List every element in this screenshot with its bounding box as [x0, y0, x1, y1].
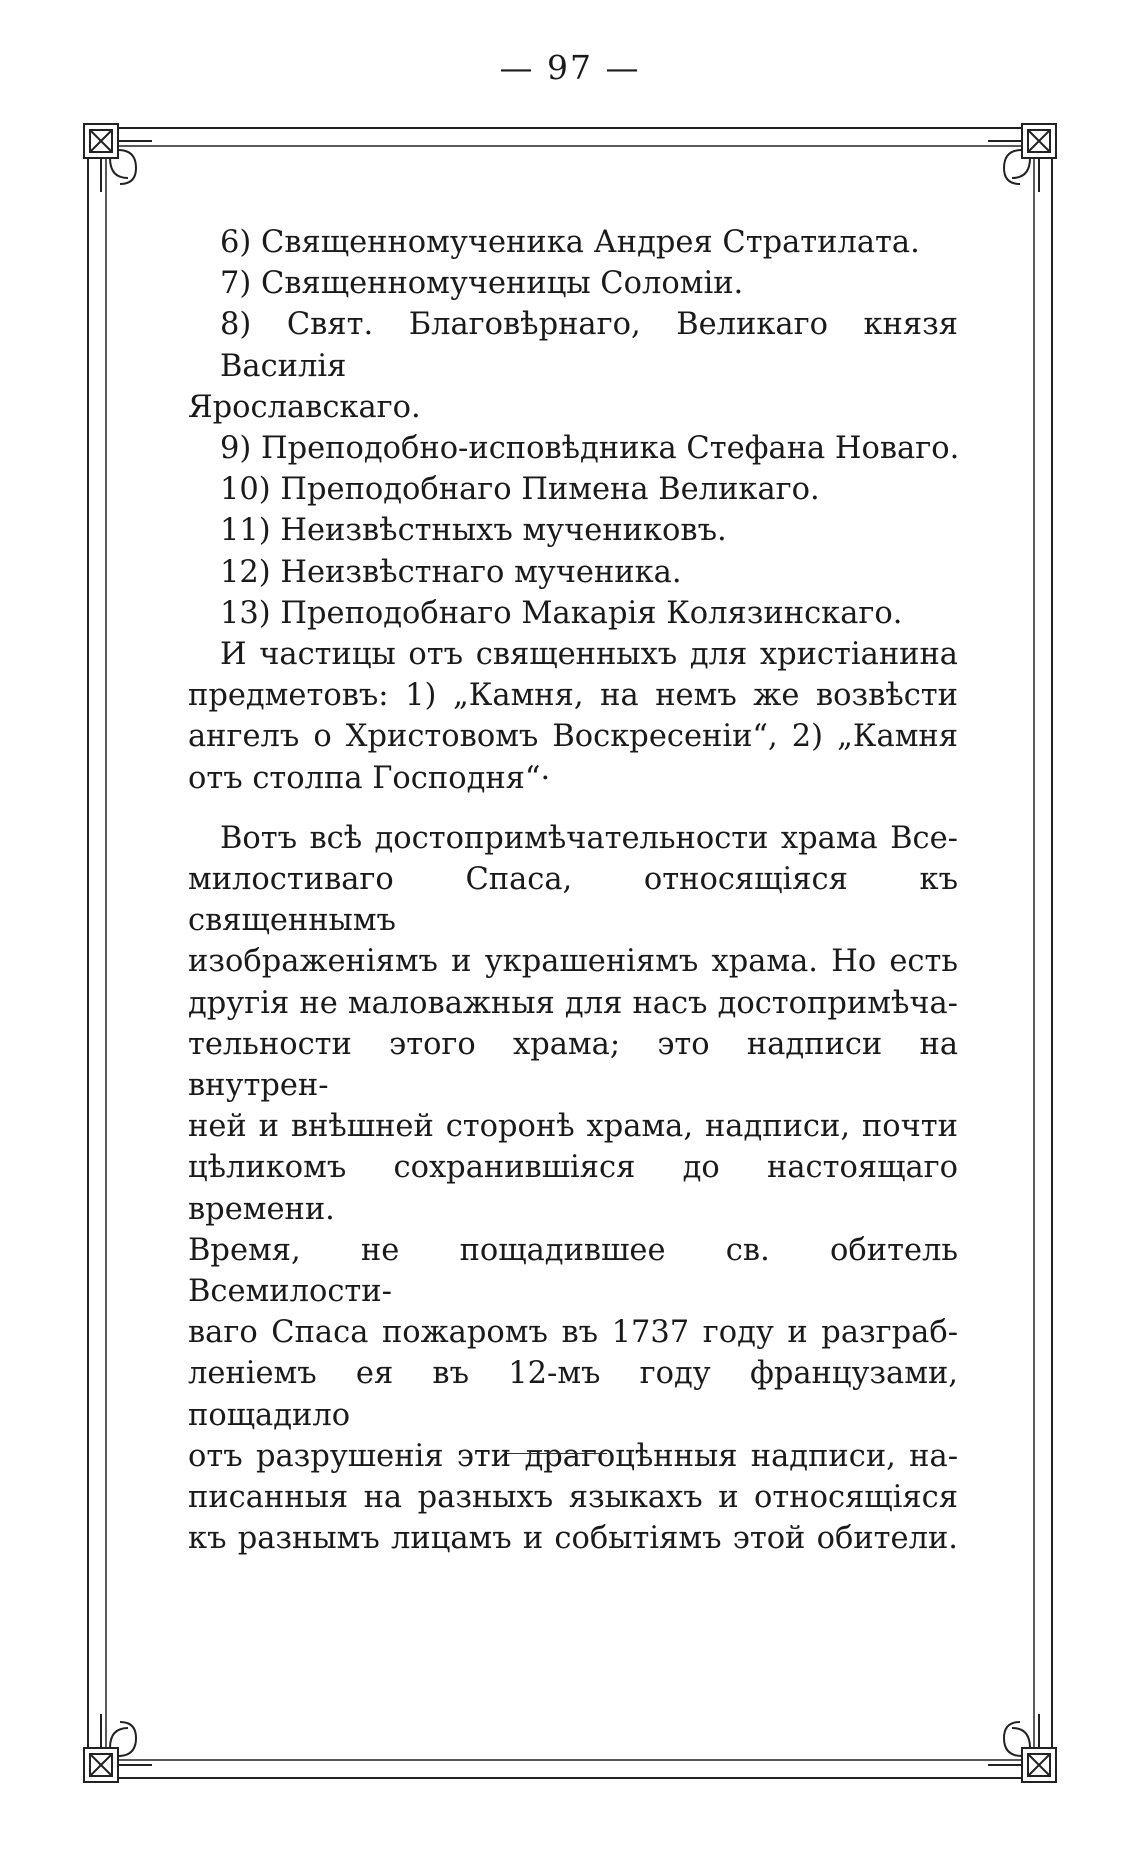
paragraph-line: предметовъ: 1) „Камня, на немъ же возвѣсти — [188, 678, 958, 714]
paragraph-gap — [188, 799, 958, 818]
paragraph-line: отъ столпа Господня“· — [188, 760, 551, 796]
list-item: 8) Свят. Благовѣрнаго, Великаго князя Василія — [220, 307, 958, 384]
corner-ornament-top-left-icon — [84, 124, 152, 192]
list-item: 7) Священномученицы Соломіи. — [220, 266, 744, 302]
list-item: 12) Неизвѣстнаго мученика. — [220, 554, 682, 590]
paragraph-line: отъ разрушенія эти драгоцѣнныя надписи, на- — [188, 1438, 958, 1474]
list-item: 6) Священномученика Андрея Стратилата. — [220, 225, 920, 260]
page-number: — 97 — — [499, 48, 641, 87]
paragraph-line: писанныя на разныхъ языкахъ и относящіяся — [188, 1480, 958, 1516]
corner-ornament-bottom-right-icon — [988, 1714, 1056, 1782]
paragraph-line: леніемъ ея въ 12-мъ году французами, пощадило — [188, 1356, 958, 1433]
paragraph-line: ангелъ о Христовомъ Воскресеніи“, 2) „Камня — [188, 719, 958, 755]
paragraph-line: ваго Спаса пожаромъ въ 1737 году и разграб- — [188, 1315, 958, 1351]
page-text — [188, 222, 958, 1560]
paragraph-line: къ разнымъ лицамъ и событіямъ этой обители. — [188, 1521, 958, 1557]
main-paragraph — [188, 818, 958, 1560]
paragraph-line: цѣликомъ сохранившіяся до настоящаго времени. — [188, 1150, 958, 1227]
list-item: 11) Неизвѣстныхъ мучениковъ. — [220, 513, 727, 549]
paragraph-line: другія не маловажныя для насъ достопримѣча- — [188, 985, 958, 1021]
list-item: 9) Преподобно-исповѣдника Стефана Новаго. — [220, 431, 960, 467]
paragraph-line: Время, не пощадившее св. обитель Всемилости- — [188, 1232, 958, 1310]
list-item-continuation: Ярославскаго. — [188, 389, 421, 425]
end-rule-divider — [507, 1453, 607, 1454]
paragraph-line: Вотъ всѣ достопримѣчательности храма Все- — [220, 820, 958, 856]
paragraph-line: тельности этого храма; это надписи на внутрен- — [188, 1026, 958, 1104]
paragraph-line: изображеніямъ и украшеніямъ храма. Но есть — [188, 944, 958, 980]
particles-paragraph — [188, 634, 958, 799]
corner-ornament-top-right-icon — [988, 124, 1056, 192]
list-item: 13) Преподобнаго Макарія Колязинскаго. — [220, 595, 903, 631]
list-item: 10) Преподобнаго Пимена Великаго. — [220, 472, 820, 508]
paragraph-line: И частицы отъ священныхъ для христіанина — [220, 637, 958, 673]
corner-ornament-bottom-left-icon — [84, 1714, 152, 1782]
paragraph-line: милостиваго Спаса, относящіяся къ священнымъ — [188, 862, 958, 939]
paragraph-line: ней и внѣшней сторонѣ храма, надписи, почти — [188, 1109, 958, 1145]
